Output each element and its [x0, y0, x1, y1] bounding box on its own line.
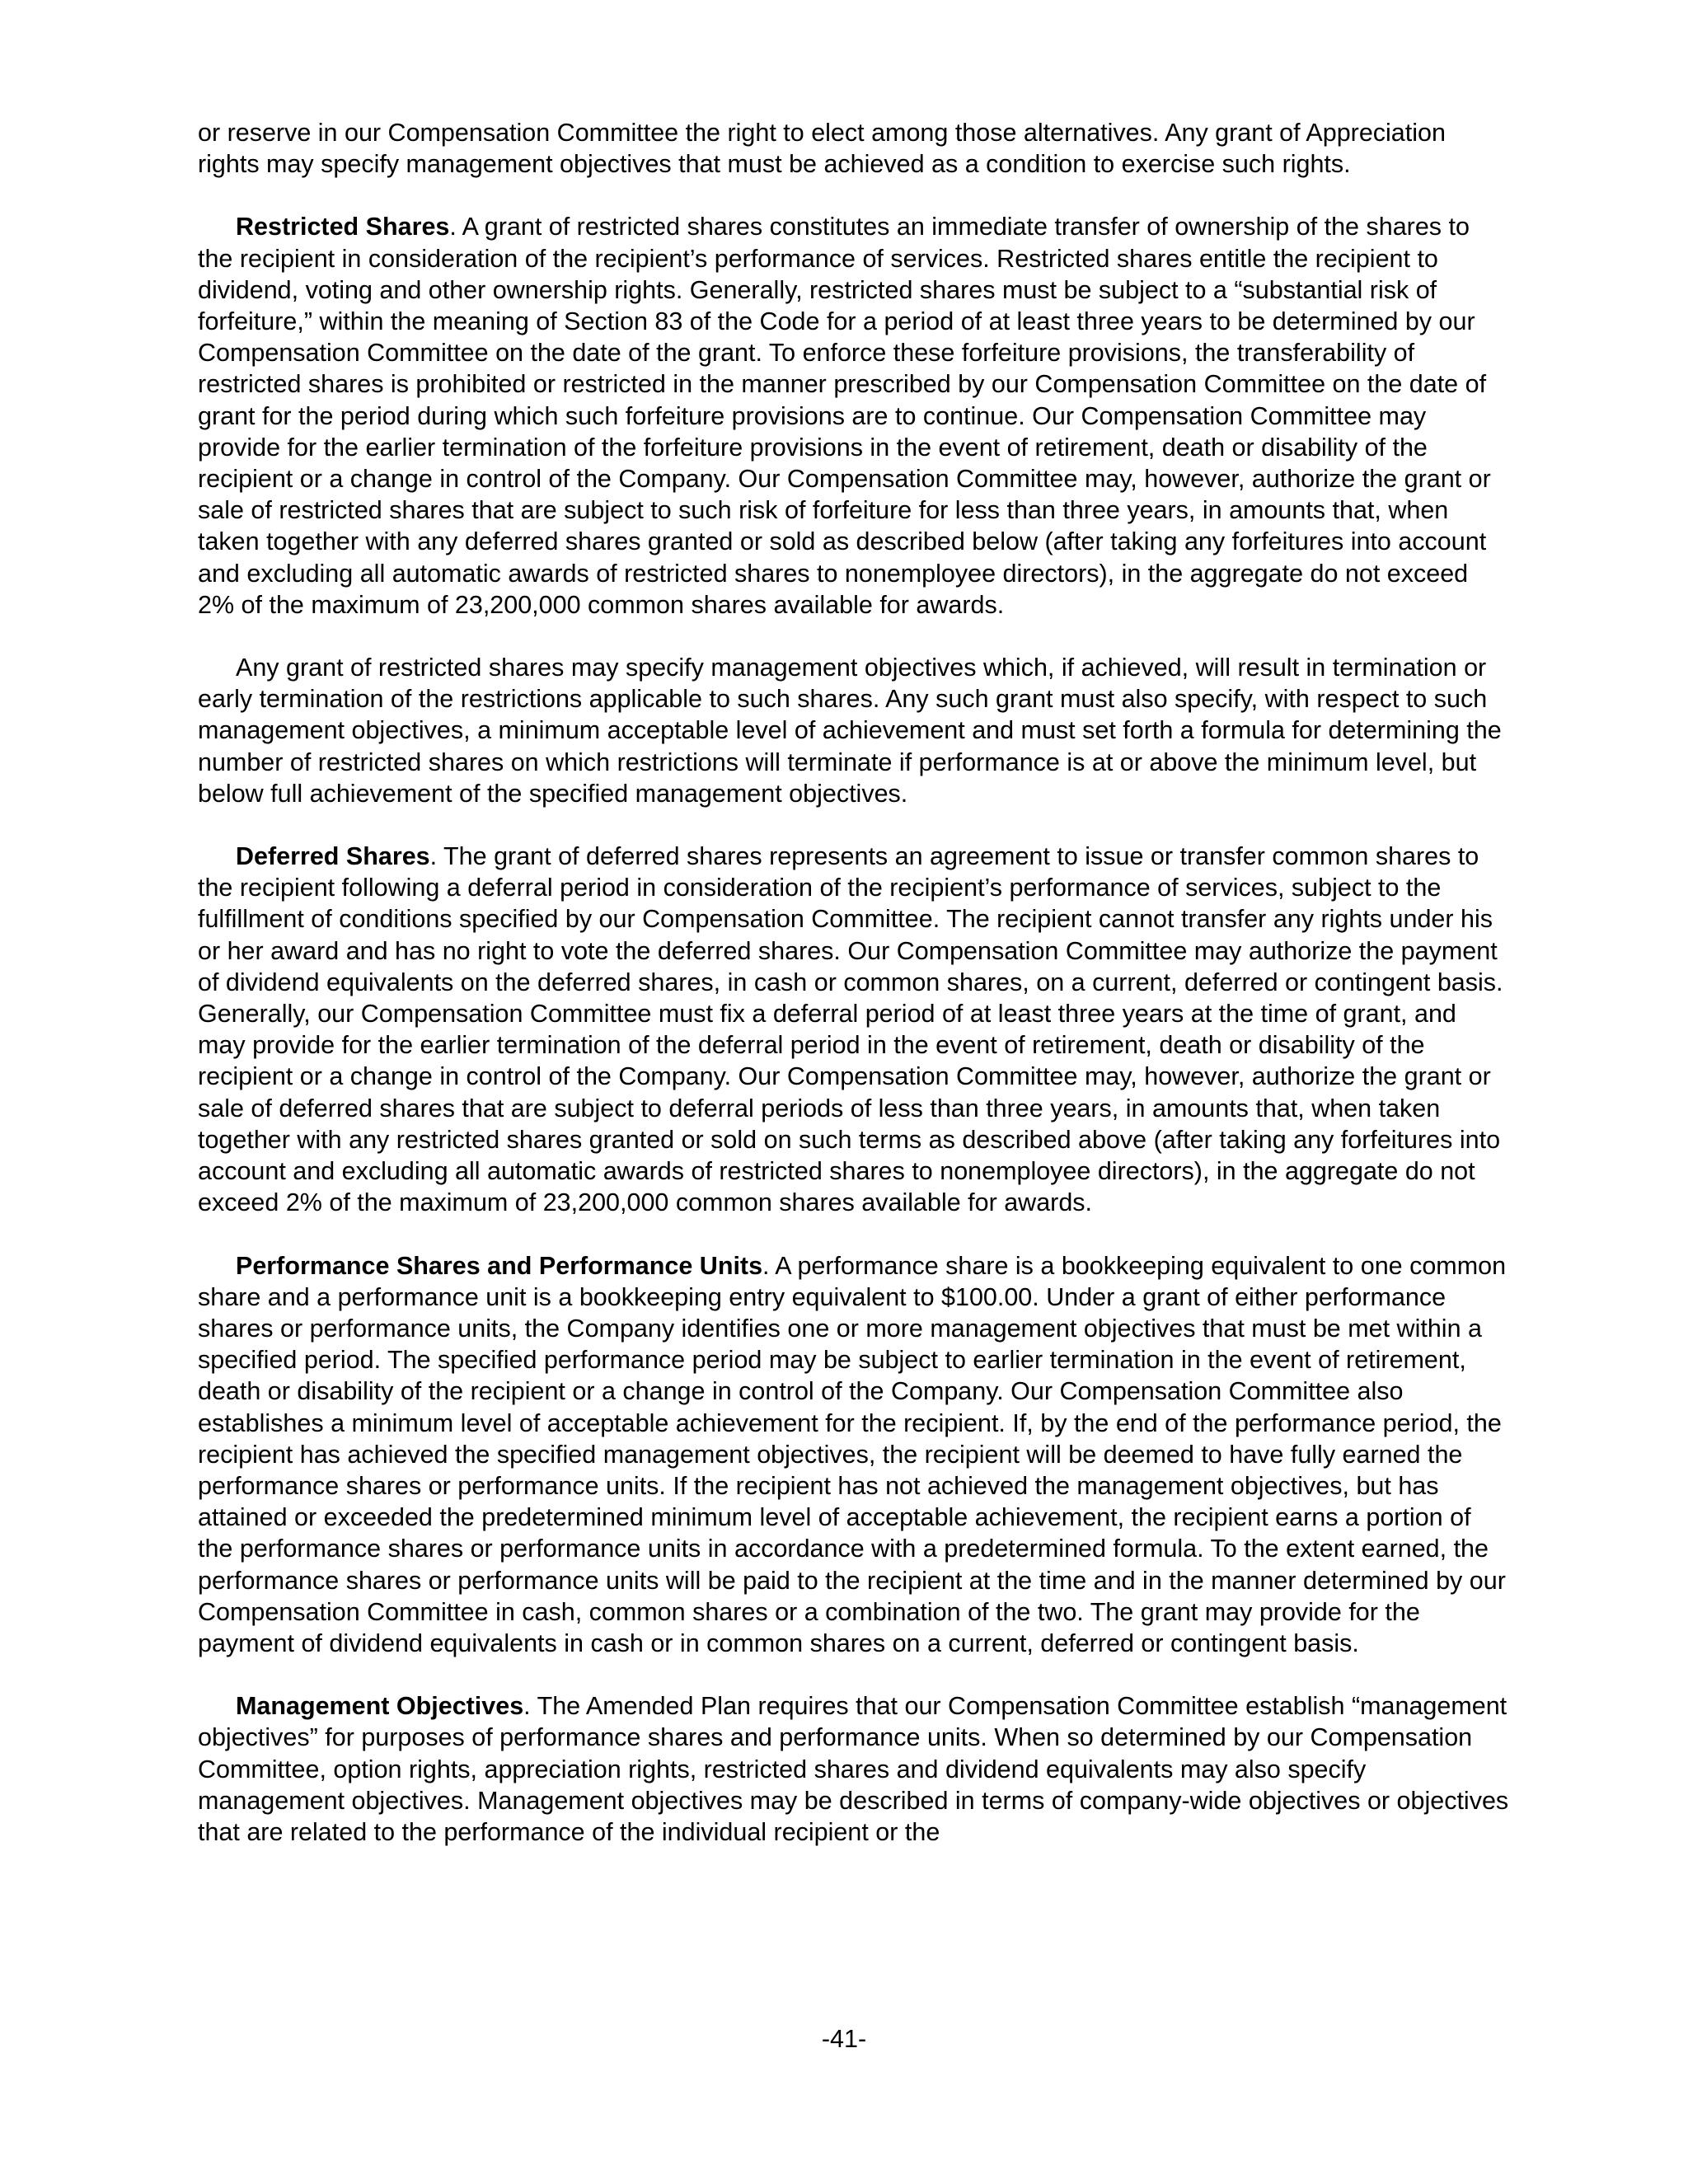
paragraph-text: . A grant of restricted shares constitutes an immediate transfer of ownership of the shares to the recipient in consideration of the recipient’s performance of services. Restricted shares entitle the recipient to dividend, voting and other ownership rights. Generally, restricted shares must be subject to a “substantial risk of forfeiture,” within the meaning of Section 83 of the Code for a period of at least three years to be determined by our Compensation Committee on the date of the grant. To enforce these forfeiture provisions, the transferability of restricted shares is prohibited or restricted in the manner prescribed by our Compensation Committee on the date of grant for the period during which such forfeiture provisions are to continue. Our Compensation Committee may provide for the earlier termination of the forfeiture provisions in the event of retirement, death or disability of the recipient or a change in control of the Company. Our Compensation Committee may, however, authorize the grant or sale of restricted shares that are subject to such risk of forfeiture for less than three years, in amounts that, when taken together with any deferred shares granted or sold as described below (after taking any forfeitures into account and excluding all automatic awards of restricted shares to nonemployee directors), in the aggregate do not exceed 2% of the maximum of 23,200,000 common shares available for awards. [198, 213, 1491, 619]
section-heading-deferred-shares: Deferred Shares [236, 842, 430, 871]
paragraph-text: . The grant of deferred shares represents an agreement to issue or transfer common shares to the recipient following a deferral period in consideration of the recipient’s performance of services, subject to the fulfillment of conditions specified by our Compensation Committee. The recipient cannot transfer any rights under his or her award and has no right to vote the deferred shares. Our Compensation Committee may authorize the payment of dividend equivalents on the deferred shares, in cash or common shares, on a current, deferred or contingent basis. Generally, our Compensation Committee must fix a deferral period of at least three years at the time of grant, and may provide for the earlier termination of the deferral period in the event of retirement, death or disability of the recipient or a change in control of the Company. Our Compensation Committee may, however, authorize the grant or sale of deferred shares that are subject to deferral periods of less than three years, in amounts that, when taken together with any restricted shares granted or sold on such terms as described above (after taking any forfeitures into account and excluding all automatic awards of restricted shares to nonemployee directors), in the aggregate do not exceed 2% of the maximum of 23,200,000 common shares available for awards. [198, 842, 1503, 1217]
paragraph-continuation [198, 117, 1510, 180]
section-heading-restricted-shares: Restricted Shares [236, 213, 450, 241]
paragraph-text: . The Amended Plan requires that our Compensation Committee establish “management objectives” for purposes of performance shares and performance units. When so determined by our Compensation Committee, option rights, appreciation rights, restricted shares and dividend equivalents may also specify management objectives. Management objectives may be described in terms of company-wide objectives or objectives that are related to the performance of the individual recipient or the [198, 1692, 1509, 1846]
document-page [198, 117, 1510, 1879]
page-number: -41- [821, 2025, 867, 2053]
section-heading-management-objectives: Management Objectives [236, 1692, 524, 1721]
paragraph-text: . A performance share is a bookkeeping equivalent to one common share and a performance unit is a bookkeeping entry equivalent to $100.00. Under a grant of either performance shares or performance units, the Company identifies one or more management objectives that must be met within a specified period. The specified performance period may be subject to earlier termination in the event of retirement, death or disability of the recipient or a change in control of the Company. Our Compensation Committee also establishes a minimum level of acceptable achievement for the recipient. If, by the end of the performance period, the recipient has achieved the specified management objectives, the recipient will be deemed to have fully earned the performance shares or performance units. If the recipient has not achieved the management objectives, but has attained or exceeded the predetermined minimum level of acceptable achievement, the recipient earns a portion of the performance shares or performance units in accordance with a predetermined formula. To the extent earned, the performance shares or performance units will be paid to the recipient at the time and in the manner determined by our Compensation Committee in cash, common shares or a combination of the two. The grant may provide for the payment of dividend equivalents in cash or in common shares on a current, deferred or contingent basis. [198, 1251, 1507, 1657]
paragraph-restricted-shares-objectives [198, 652, 1510, 809]
paragraph-deferred-shares [198, 841, 1510, 1218]
paragraph-performance-shares-units [198, 1250, 1510, 1660]
paragraph-restricted-shares [198, 211, 1510, 621]
section-heading-performance-shares-units: Performance Shares and Performance Units [236, 1251, 763, 1280]
paragraph-text: Any grant of restricted shares may specify management objectives which, if achieved, will result in termination or early termination of the restrictions applicable to such shares. Any such grant must also specify, with respect to such management objectives, a minimum acceptable level of achievement and must set forth a formula for determining the number of restricted shares on which restrictions will terminate if performance is at or above the minimum level, but below full achievement of the specified management objectives. [198, 654, 1502, 808]
paragraph-management-objectives [198, 1690, 1510, 1848]
paragraph-text: or reserve in our Compensation Committee the right to elect among those alternatives. Any grant of Appreciation rights may specify management objectives that must be achieved as a condition to exercise such rights. [198, 119, 1446, 179]
